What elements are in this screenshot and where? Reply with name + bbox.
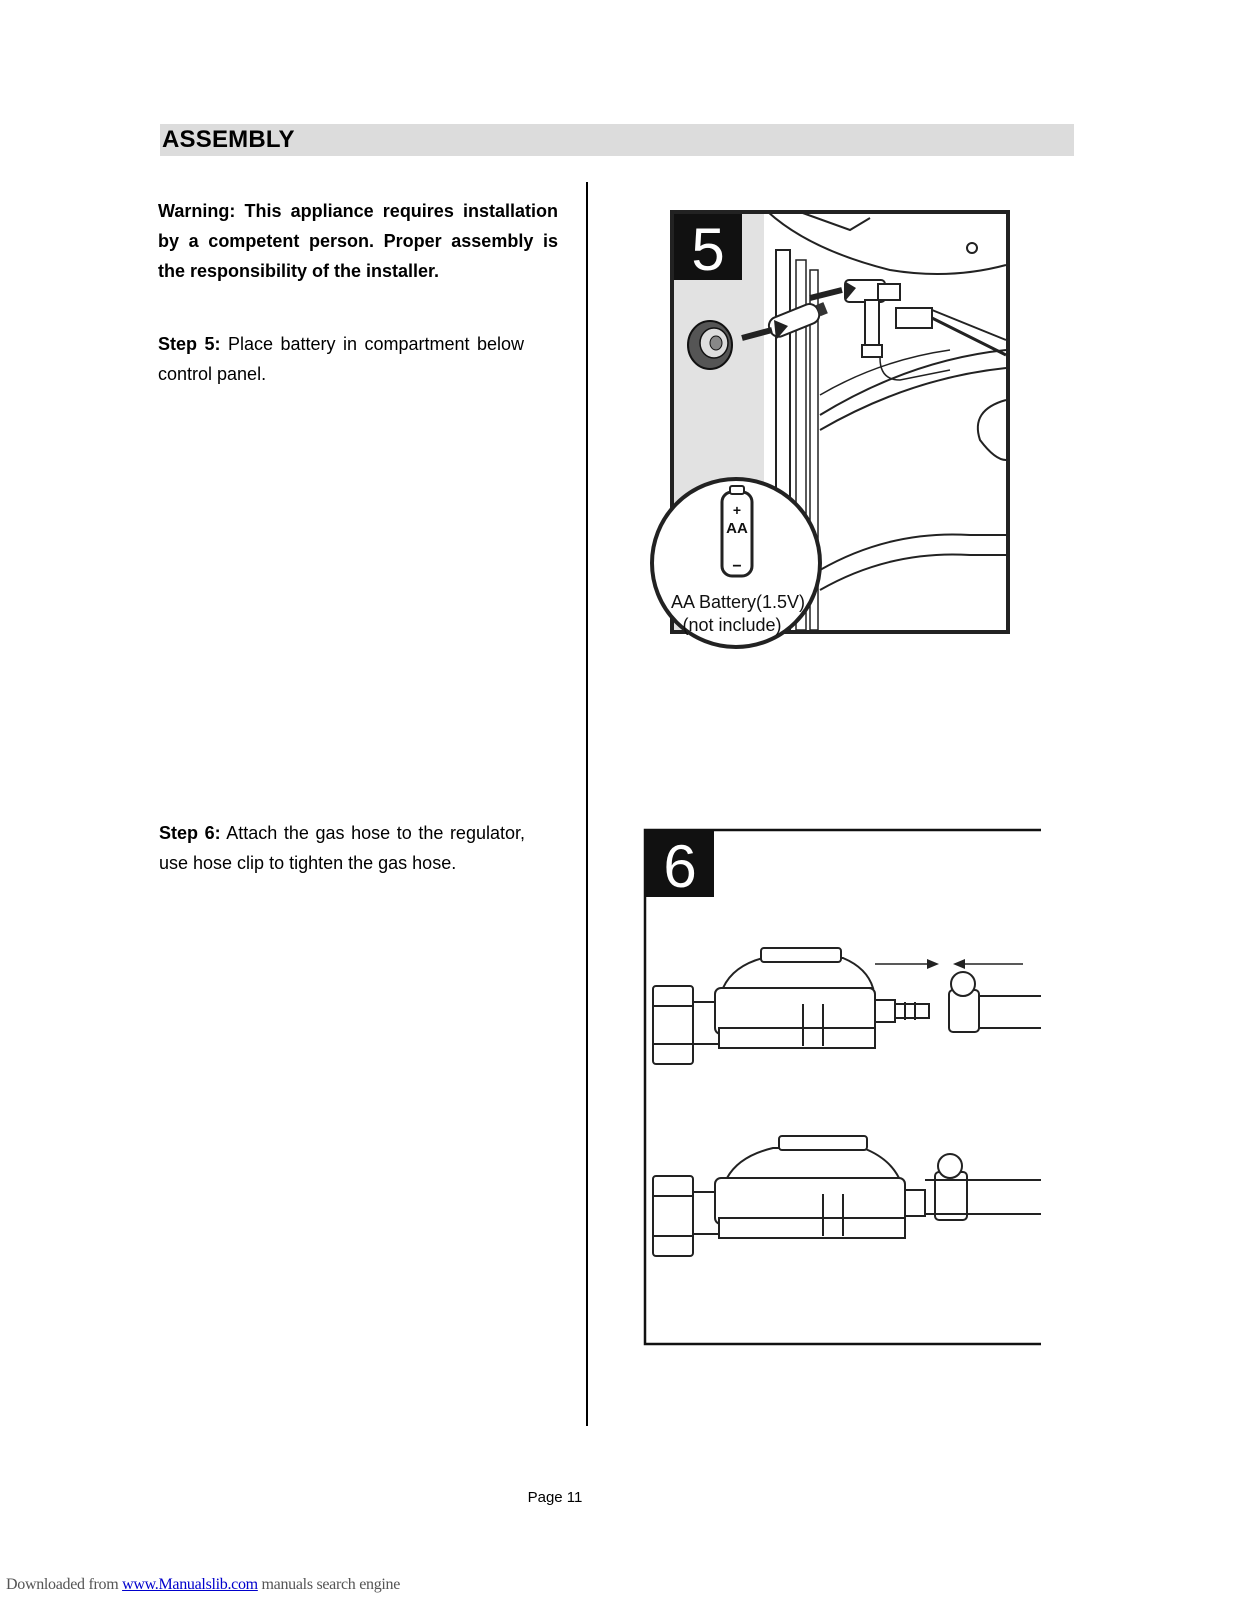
battery-plus-sign: +	[732, 502, 742, 518]
step-5-paragraph	[158, 329, 524, 389]
section-header-bar	[160, 124, 1074, 156]
footer-prefix: Downloaded from	[6, 1576, 123, 1593]
step-5-text: Place battery in compartment below control panel.	[158, 334, 524, 384]
download-footer	[6, 1576, 400, 1594]
step-5-label: Step 5:	[158, 334, 221, 354]
battery-caption-line2: (not include)	[682, 615, 782, 635]
battery-caption-line1: AA Battery(1.5V)	[670, 592, 806, 612]
battery-type-label: AA	[726, 520, 748, 537]
footer-suffix: manuals search engine	[257, 1576, 401, 1593]
figure-6-hose-illustration	[643, 818, 1041, 1350]
figure-5-battery-illustration	[650, 210, 1018, 665]
manualslib-link[interactable]: www.Manualslib.com	[122, 1576, 258, 1593]
figure-6-number: 6	[663, 833, 697, 900]
section-title: ASSEMBLY	[162, 126, 295, 153]
page-number: Page 11	[527, 1489, 583, 1506]
column-divider	[586, 182, 588, 1426]
step-6-label: Step 6:	[159, 823, 221, 843]
battery-minus-sign: −	[732, 558, 742, 575]
warning-paragraph: Warning: This appliance requires installation by a competent person. Proper assembly is the responsibility of the installer.	[158, 201, 558, 281]
figure-5-number: 5	[691, 216, 725, 283]
step-6-text: Attach the gas hose to the regulator, use hose clip to tighten the gas hose.	[159, 823, 525, 873]
step-6-paragraph	[159, 818, 525, 878]
